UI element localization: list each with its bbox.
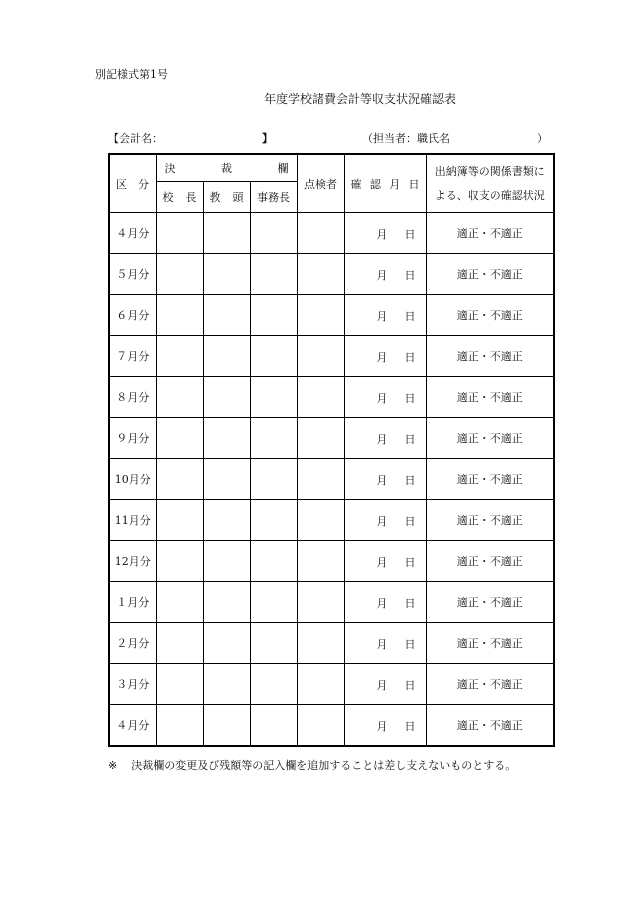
account-name-label: 【会計名：: [108, 132, 163, 145]
inspector-seal-cell[interactable]: [297, 459, 344, 500]
check-date-cell[interactable]: [344, 377, 426, 418]
day-label: 日: [404, 720, 416, 733]
status-cell[interactable]: 適正・不適正: [426, 500, 554, 541]
principal-seal-cell[interactable]: [156, 664, 203, 705]
header-office-manager: 事務長: [250, 182, 297, 213]
status-cell[interactable]: 適正・不適正: [426, 705, 554, 747]
table-row: [109, 295, 554, 336]
inspector-seal-cell[interactable]: [297, 213, 344, 254]
header-approval: 決 裁 欄: [156, 154, 297, 182]
day-label: 日: [404, 228, 416, 241]
check-date-cell[interactable]: [344, 254, 426, 295]
office-manager-seal-cell[interactable]: [250, 582, 297, 623]
month-label: 月: [376, 679, 388, 692]
office-manager-seal-cell[interactable]: [250, 295, 297, 336]
office-manager-seal-cell[interactable]: [250, 705, 297, 747]
table-row: [109, 623, 554, 664]
status-cell[interactable]: 適正・不適正: [426, 623, 554, 664]
vice-principal-seal-cell[interactable]: [203, 500, 250, 541]
vice-principal-seal-cell[interactable]: [203, 295, 250, 336]
table-row: [109, 213, 554, 254]
check-date-cell[interactable]: [344, 541, 426, 582]
principal-seal-cell[interactable]: [156, 500, 203, 541]
header-principal: 校 長: [156, 182, 203, 213]
period-cell: １月分: [109, 582, 156, 623]
month-label: 月: [376, 474, 388, 487]
footnote: [108, 757, 516, 773]
account-name-close-bracket: 】: [262, 132, 273, 145]
status-cell[interactable]: 適正・不適正: [426, 459, 554, 500]
table-row: [109, 336, 554, 377]
check-date-cell[interactable]: [344, 664, 426, 705]
month-label: 月: [376, 597, 388, 610]
inspector-seal-cell[interactable]: [297, 418, 344, 459]
principal-seal-cell[interactable]: [156, 459, 203, 500]
period-cell: 11月分: [109, 500, 156, 541]
day-label: 日: [404, 515, 416, 528]
check-date-cell[interactable]: [344, 213, 426, 254]
day-label: 日: [404, 597, 416, 610]
vice-principal-seal-cell[interactable]: [203, 541, 250, 582]
principal-seal-cell[interactable]: [156, 705, 203, 747]
vice-principal-seal-cell[interactable]: [203, 582, 250, 623]
period-cell: ９月分: [109, 418, 156, 459]
table-row: [109, 254, 554, 295]
inspector-seal-cell[interactable]: [297, 664, 344, 705]
principal-seal-cell[interactable]: [156, 418, 203, 459]
vice-principal-seal-cell[interactable]: [203, 459, 250, 500]
month-label: 月: [376, 515, 388, 528]
header-inspector: 点検者: [297, 154, 344, 213]
header-vice-principal: 教 頭: [203, 182, 250, 213]
month-label: 月: [376, 556, 388, 569]
status-cell[interactable]: 適正・不適正: [426, 377, 554, 418]
header-check-date: 確 認 月 日: [344, 154, 426, 213]
day-label: 日: [404, 351, 416, 364]
principal-seal-cell[interactable]: [156, 623, 203, 664]
status-cell[interactable]: 適正・不適正: [426, 295, 554, 336]
inspector-seal-cell[interactable]: [297, 336, 344, 377]
office-manager-seal-cell[interactable]: [250, 664, 297, 705]
table-row: [109, 705, 554, 747]
office-manager-seal-cell[interactable]: [250, 459, 297, 500]
principal-seal-cell[interactable]: [156, 295, 203, 336]
vice-principal-seal-cell[interactable]: [203, 336, 250, 377]
inspector-seal-cell[interactable]: [297, 377, 344, 418]
vice-principal-seal-cell[interactable]: [203, 418, 250, 459]
office-manager-seal-cell[interactable]: [250, 500, 297, 541]
inspector-seal-cell[interactable]: [297, 705, 344, 747]
check-date-cell[interactable]: [344, 582, 426, 623]
status-cell[interactable]: 適正・不適正: [426, 254, 554, 295]
status-cell[interactable]: 適正・不適正: [426, 418, 554, 459]
inspector-seal-cell[interactable]: [297, 254, 344, 295]
table-row: [109, 582, 554, 623]
period-cell: ３月分: [109, 664, 156, 705]
period-cell: ４月分: [109, 705, 156, 747]
period-cell: 10月分: [109, 459, 156, 500]
principal-seal-cell[interactable]: [156, 582, 203, 623]
account-info-row: [108, 130, 548, 146]
inspector-seal-cell[interactable]: [297, 500, 344, 541]
day-label: 日: [404, 392, 416, 405]
office-manager-seal-cell[interactable]: [250, 254, 297, 295]
check-date-cell[interactable]: [344, 459, 426, 500]
table-row: [109, 500, 554, 541]
office-manager-seal-cell[interactable]: [250, 377, 297, 418]
header-period: 区 分: [109, 154, 156, 213]
day-label: 日: [404, 474, 416, 487]
inspector-seal-cell[interactable]: [297, 582, 344, 623]
principal-seal-cell[interactable]: [156, 213, 203, 254]
day-label: 日: [404, 679, 416, 692]
form-number: 別記様式第1号: [95, 68, 168, 81]
period-cell: ８月分: [109, 377, 156, 418]
table-row: [109, 377, 554, 418]
month-label: 月: [376, 720, 388, 733]
check-date-cell[interactable]: [344, 295, 426, 336]
office-manager-seal-cell[interactable]: [250, 541, 297, 582]
person-in-charge-label: （担当者：職氏名: [362, 132, 450, 145]
vice-principal-seal-cell[interactable]: [203, 213, 250, 254]
month-label: 月: [376, 228, 388, 241]
principal-seal-cell[interactable]: [156, 377, 203, 418]
month-label: 月: [376, 392, 388, 405]
office-manager-seal-cell[interactable]: [250, 418, 297, 459]
month-label: 月: [376, 351, 388, 364]
period-cell: ７月分: [109, 336, 156, 377]
status-cell[interactable]: 適正・不適正: [426, 541, 554, 582]
vice-principal-seal-cell[interactable]: [203, 377, 250, 418]
table-row: [109, 664, 554, 705]
table-row: [109, 418, 554, 459]
month-label: 月: [376, 269, 388, 282]
day-label: 日: [404, 310, 416, 323]
period-cell: ２月分: [109, 623, 156, 664]
day-label: 日: [404, 433, 416, 446]
footnote-mark: ※: [108, 759, 118, 772]
period-cell: 12月分: [109, 541, 156, 582]
status-check-table: [108, 153, 555, 747]
status-cell[interactable]: 適正・不適正: [426, 664, 554, 705]
vice-principal-seal-cell[interactable]: [203, 254, 250, 295]
header-check-status: 出納簿等の関係書類に よる、収支の確認状況: [426, 154, 554, 213]
office-manager-seal-cell[interactable]: [250, 623, 297, 664]
vice-principal-seal-cell[interactable]: [203, 623, 250, 664]
footnote-text: 決裁欄の変更及び残額等の記入欄を追加することは差し支えないものとする。: [131, 759, 517, 772]
vice-principal-seal-cell[interactable]: [203, 705, 250, 747]
period-cell: ４月分: [109, 213, 156, 254]
person-in-charge-close-paren: ）: [537, 132, 548, 145]
check-date-cell[interactable]: [344, 705, 426, 747]
office-manager-seal-cell[interactable]: [250, 213, 297, 254]
period-cell: ５月分: [109, 254, 156, 295]
check-date-cell[interactable]: [344, 500, 426, 541]
status-cell[interactable]: 適正・不適正: [426, 213, 554, 254]
office-manager-seal-cell[interactable]: [250, 336, 297, 377]
inspector-seal-cell[interactable]: [297, 541, 344, 582]
table-row: [109, 459, 554, 500]
document-title: 年度学校諸費会計等収支状況確認表: [263, 92, 456, 106]
day-label: 日: [404, 556, 416, 569]
table-body: [109, 213, 554, 747]
status-cell[interactable]: 適正・不適正: [426, 336, 554, 377]
inspector-seal-cell[interactable]: [297, 623, 344, 664]
month-label: 月: [376, 310, 388, 323]
status-cell[interactable]: 適正・不適正: [426, 582, 554, 623]
inspector-seal-cell[interactable]: [297, 295, 344, 336]
month-label: 月: [376, 638, 388, 651]
vice-principal-seal-cell[interactable]: [203, 664, 250, 705]
period-cell: ６月分: [109, 295, 156, 336]
day-label: 日: [404, 638, 416, 651]
check-date-cell[interactable]: [344, 336, 426, 377]
month-label: 月: [376, 433, 388, 446]
table-row: [109, 541, 554, 582]
check-date-cell[interactable]: [344, 418, 426, 459]
day-label: 日: [404, 269, 416, 282]
check-date-cell[interactable]: [344, 623, 426, 664]
principal-seal-cell[interactable]: [156, 336, 203, 377]
principal-seal-cell[interactable]: [156, 254, 203, 295]
principal-seal-cell[interactable]: [156, 541, 203, 582]
